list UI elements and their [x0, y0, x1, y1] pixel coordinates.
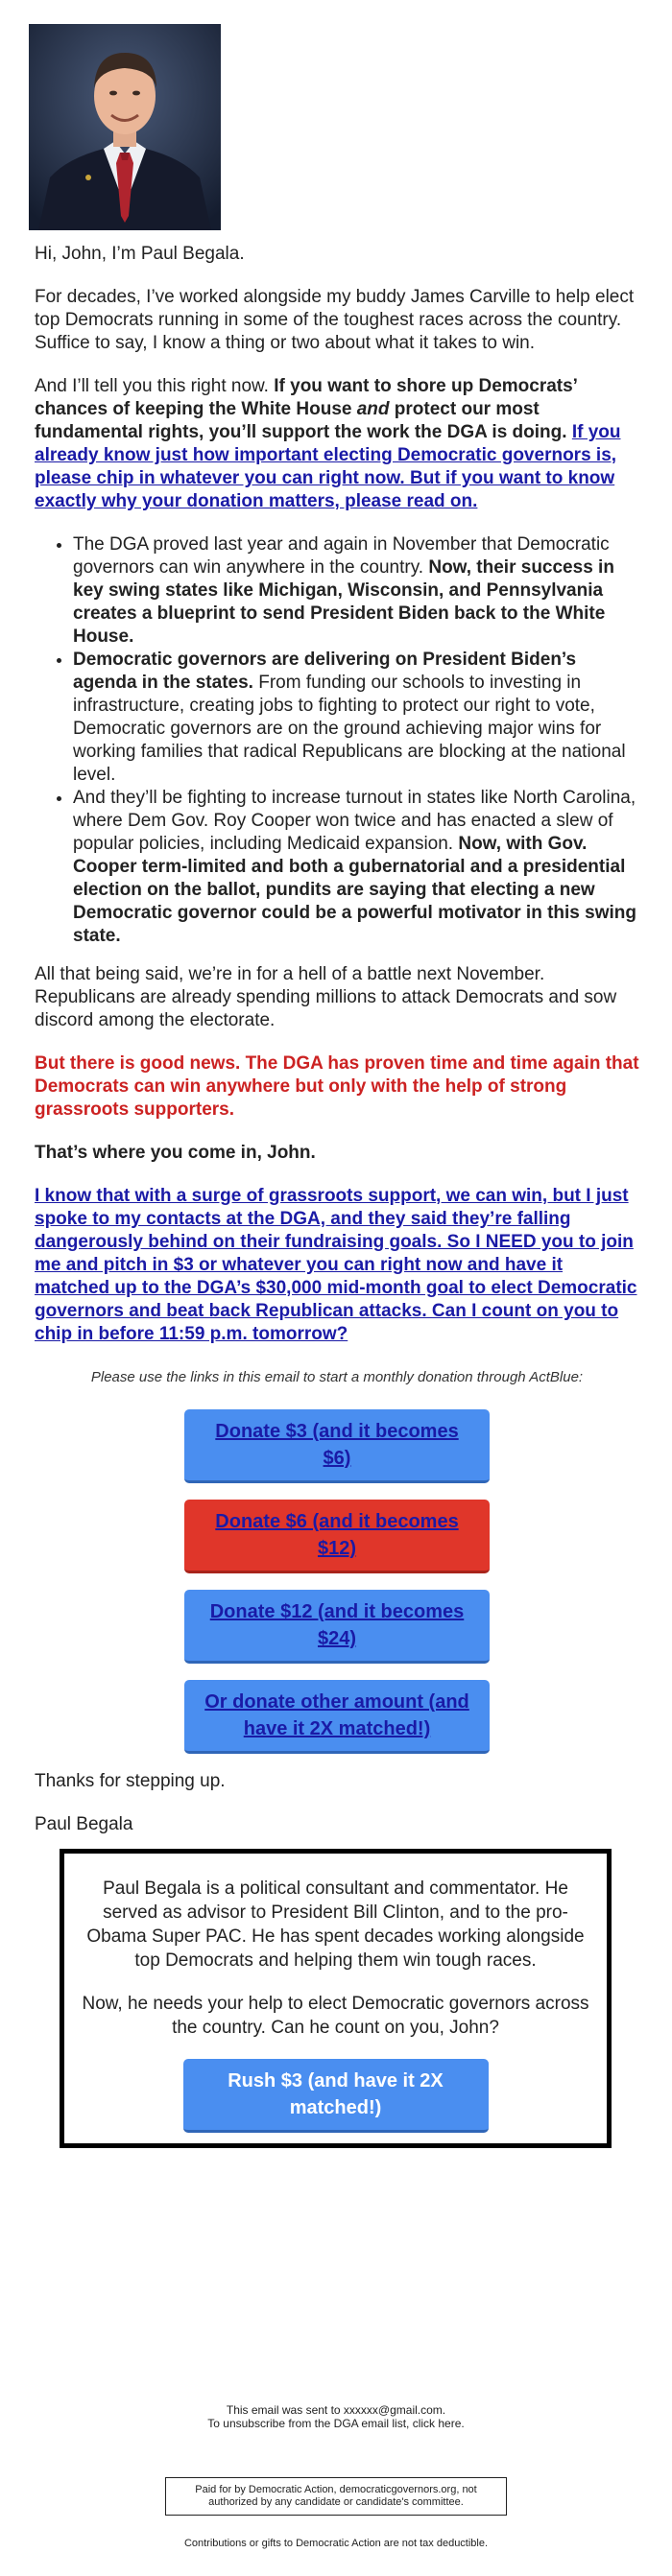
portrait-image — [29, 24, 221, 230]
footer-notice — [0, 2403, 672, 2430]
bio-ask: Now, he needs your help to elect Democratic governors across the country. Can he count on you, John? — [82, 1994, 589, 2038]
come-in-bold: That’s where you come in, John. — [35, 1143, 316, 1163]
sent-to-text: This email was sent to xxxxxx@gmail.com. — [226, 2403, 446, 2417]
reasons-list — [35, 533, 639, 948]
thanks-text: Thanks for stepping up. — [35, 1771, 226, 1791]
donate-12-button[interactable]: Donate $12 (and it becomes $24) — [184, 1590, 490, 1664]
bullet3-bold: Now, with Gov. Cooper term-limited and both a gubernatorial and a presidential election on the ballot, pundits are saying that electing a new Democratic governor could be a powerful motivator in this swing state. — [73, 834, 636, 946]
greeting: Hi, John, I’m Paul Begala. — [35, 244, 245, 264]
bullet1-text: The DGA proved last year and again in November that Democratic governors can win anywhere in the country. — [73, 534, 610, 578]
bullet3-text: And they’ll be fighting to increase turnout in states like North Carolina, where Dem Gov. Roy Cooper won twice and has enacted a slew of popular policies, including Medicaid expansion. — [73, 788, 636, 854]
unsubscribe-link[interactable]: To unsubscribe from the DGA email list, click here. — [207, 2417, 465, 2430]
paragraph-good-news: But there is good news. The DGA has proven time and time again that Democrats can win anywhere but only with the help of strong grassroots supporters. — [35, 1053, 639, 1120]
bullet1-bold: Now, their success in key swing states like Michigan, Wisconsin, and Pennsylvania creates a blueprint to send President Biden back to the White House. — [73, 557, 614, 647]
letter-body — [35, 243, 639, 1856]
appeal-bold-em: and — [356, 399, 390, 419]
list-item — [73, 533, 639, 649]
appeal-bold-a: If you want to shore up Democrats’ chances of keeping the White House — [35, 376, 577, 419]
bio-box — [60, 1849, 612, 2148]
tax-disclaimer: Contributions or gifts to Democratic Action are not tax deductible. — [183, 2538, 489, 2549]
donate-3-button[interactable]: Donate $3 (and it becomes $6) — [184, 1409, 490, 1483]
signature: Paul Begala — [35, 1814, 133, 1834]
ask-link[interactable]: I know that with a surge of grassroots support, we can win, but I just spoke to my contacts at the DGA, and they said they’re falling dangerously behind on their fundraising goals. So I NEED you to join me and pitch in $3 or whatever you can right now and have it matched up to the DGA’s $30,000 mid-month goal to elect Democratic governors and beat back Republican attacks. Can I count on you to chip in before 11:59 p.m. tomorrow? — [35, 1186, 637, 1344]
paragraph-appeal — [35, 375, 639, 513]
rush-3-button[interactable]: Rush $3 (and have it 2X matched!) — [183, 2059, 489, 2133]
appeal-bold-b: protect our most fundamental rights, you’ll support the work the DGA is doing. — [35, 399, 572, 442]
chip-in-link[interactable]: If you already know just how important electing Democratic governors is, please chip in whatever you can right now. But if you want to know exactly why your donation matters, please read on. — [35, 422, 621, 511]
donate-6-button[interactable]: Donate $6 (and it becomes $12) — [184, 1500, 490, 1573]
paragraph-battle: All that being said, we’re in for a hell of a battle next November. Republicans are already spending millions to attack Democrats and sow discord among the electorate. — [35, 964, 617, 1030]
actblue-note: Please use the links in this email to start a monthly donation through ActBlue: — [90, 1369, 584, 1385]
paragraph-intro: For decades, I’ve worked alongside my buddy James Carville to help elect top Democrats running in some of the toughest races across the country. Suffice to say, I know a thing or two about what it takes to win. — [35, 287, 635, 353]
bio-paragraph: Paul Begala is a political consultant and commentator. He served as advisor to President Bill Clinton, and to the pro-Obama Super PAC. He has spent decades working alongside top Democrats and helping them win tough races. — [86, 1879, 585, 1971]
bullet2-bold: Democratic governors are delivering on President Biden’s agenda in the states. — [73, 650, 577, 693]
donate-other-button[interactable]: Or donate other amount (and have it 2X matched!) — [184, 1680, 490, 1754]
list-item — [73, 649, 639, 787]
appeal-plain: And I’ll tell you this right now. — [35, 376, 275, 396]
paid-for-box: Paid for by Democratic Action, democraticgovernors.org, not authorized by any candidate or candidate's committee. — [165, 2477, 507, 2516]
list-item — [73, 787, 639, 948]
paragraph-come-in — [35, 1142, 639, 1165]
portrait-photo — [29, 24, 221, 230]
paragraph-ask — [35, 1185, 639, 1346]
bullet2-text: From funding our schools to investing in infrastructure, creating jobs to fighting to protect our right to vote, Democratic governors are on the ground achieving major wins for working families that radical Republicans are blocking at the national level. — [73, 673, 626, 785]
